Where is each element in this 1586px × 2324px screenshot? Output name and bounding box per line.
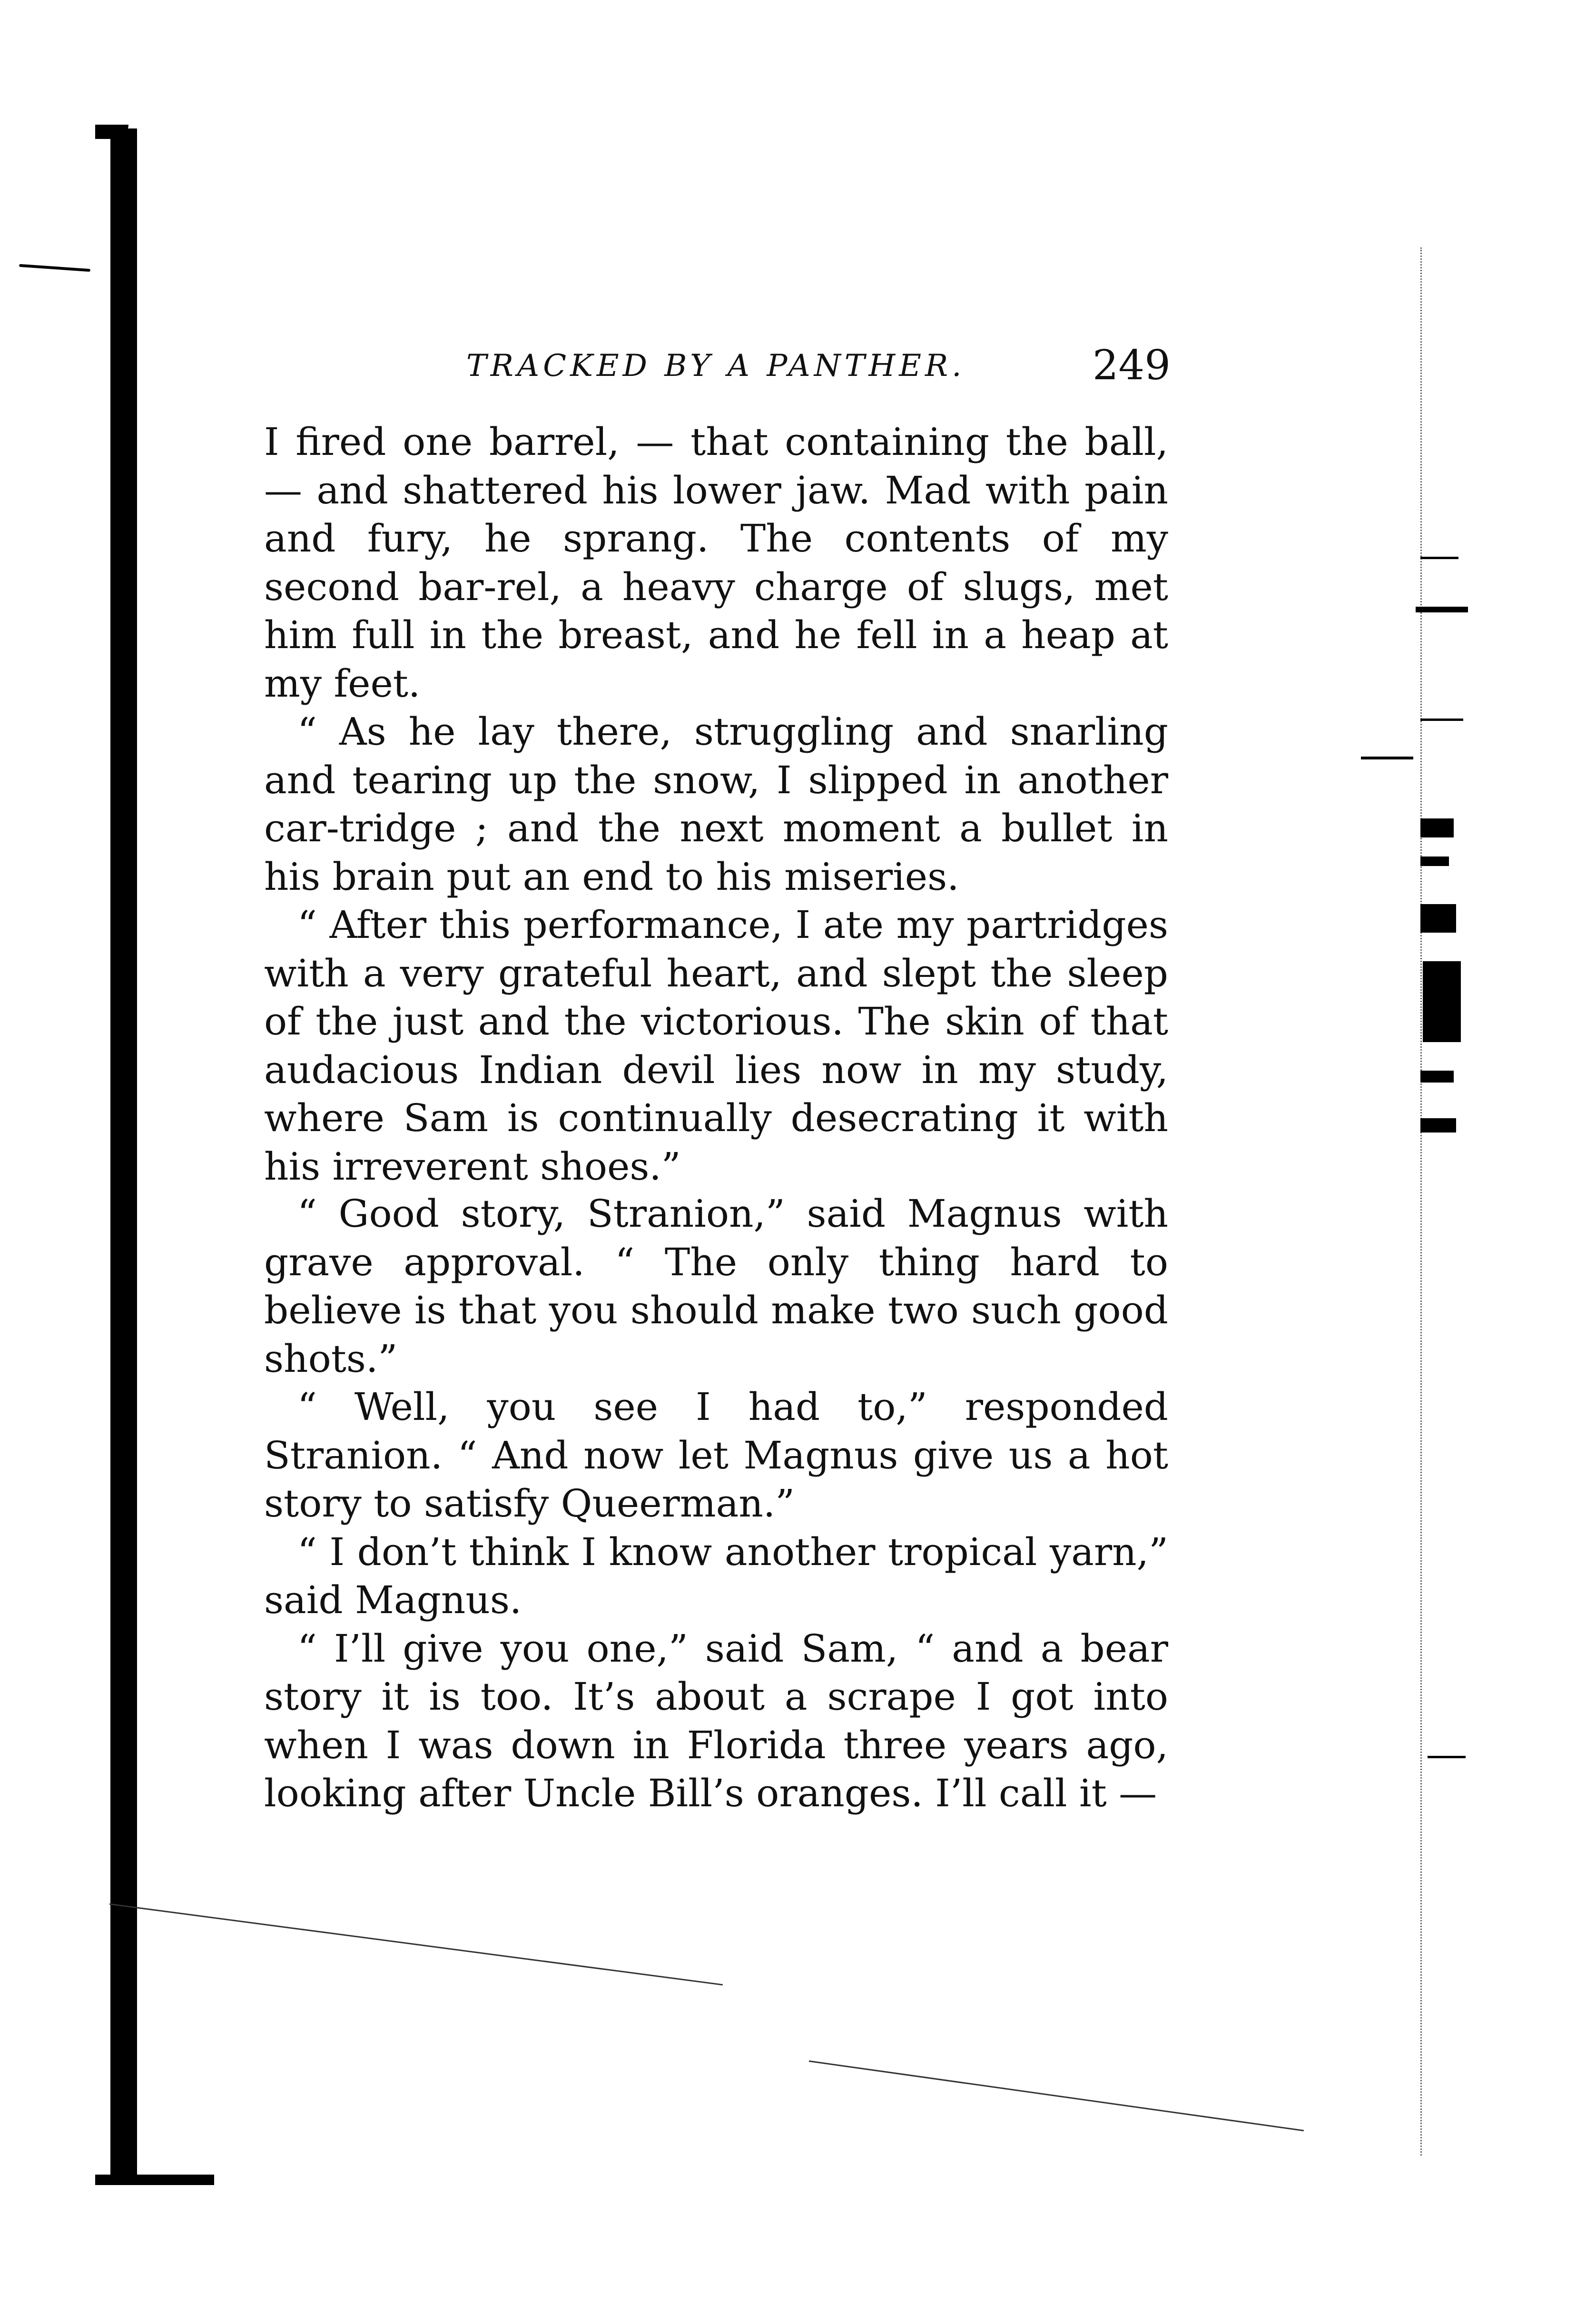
paragraph: “ I’ll give you one,” said Sam, “ and a bear story it is too. It’s about a scrape I got into when I was down in Florida three years ago, looking after Uncle Bill’s oranges. I’ll call it — — [264, 1626, 1168, 1815]
paragraph: I fired one barrel, — that containing the ball, — and shattered his lower jaw. Mad with pain and fury, he sprang. The contents of my second bar-rel, a heavy charge of slugs, met him full in the breast, and he fell in a heap at my feet. — [264, 420, 1168, 706]
text-block-lower — [264, 1190, 1168, 1818]
edge-mark — [1420, 1071, 1454, 1083]
paragraph: “ I don’t think I know another tropical yarn,” said Magnus. — [264, 1529, 1168, 1622]
edge-mark — [1423, 961, 1461, 1042]
binding-shadow-foot — [95, 2175, 214, 2185]
edge-mark — [1428, 1756, 1466, 1758]
edge-mark — [1420, 904, 1456, 933]
edge-mark — [1420, 818, 1454, 837]
paragraph: “ As he lay there, struggling and snarling and tearing up the snow, I slipped in another car-tridge ; and the next moment a bullet in his brain put an end to his miseries. — [264, 709, 1168, 899]
edge-mark — [1361, 757, 1413, 759]
edge-mark — [1420, 719, 1463, 721]
margin-mark — [19, 264, 90, 272]
running-head: TRACKED BY A PANTHER. — [466, 348, 965, 384]
text-block-upper — [264, 418, 1168, 1191]
scan-line — [809, 2060, 1304, 2131]
binding-shadow — [110, 128, 137, 2184]
edge-mark — [1420, 1118, 1456, 1132]
edge-mark — [1416, 607, 1468, 612]
edge-mark — [1420, 857, 1449, 866]
paragraph: “ Well, you see I had to,” responded Stranion. “ And now let Magnus give us a hot story to satisfy Queerman.” — [264, 1385, 1168, 1526]
paragraph: “ Good story, Stranion,” said Magnus with grave approval. “ The only thing hard to believe is that you should make two such good shots.” — [264, 1192, 1168, 1381]
paragraph: “ After this performance, I ate my partridges with a very grateful heart, and slept the sleep of the just and the victorious. The skin of that audacious Indian devil lies now in my study, where Sam is continually desecrating it with his irreverent shoes.” — [264, 903, 1168, 1189]
scan-line — [109, 1903, 723, 1986]
page-number: 249 — [1092, 342, 1171, 389]
page-header — [266, 338, 1171, 390]
page-edge — [1420, 247, 1444, 2156]
edge-mark — [1420, 557, 1458, 559]
